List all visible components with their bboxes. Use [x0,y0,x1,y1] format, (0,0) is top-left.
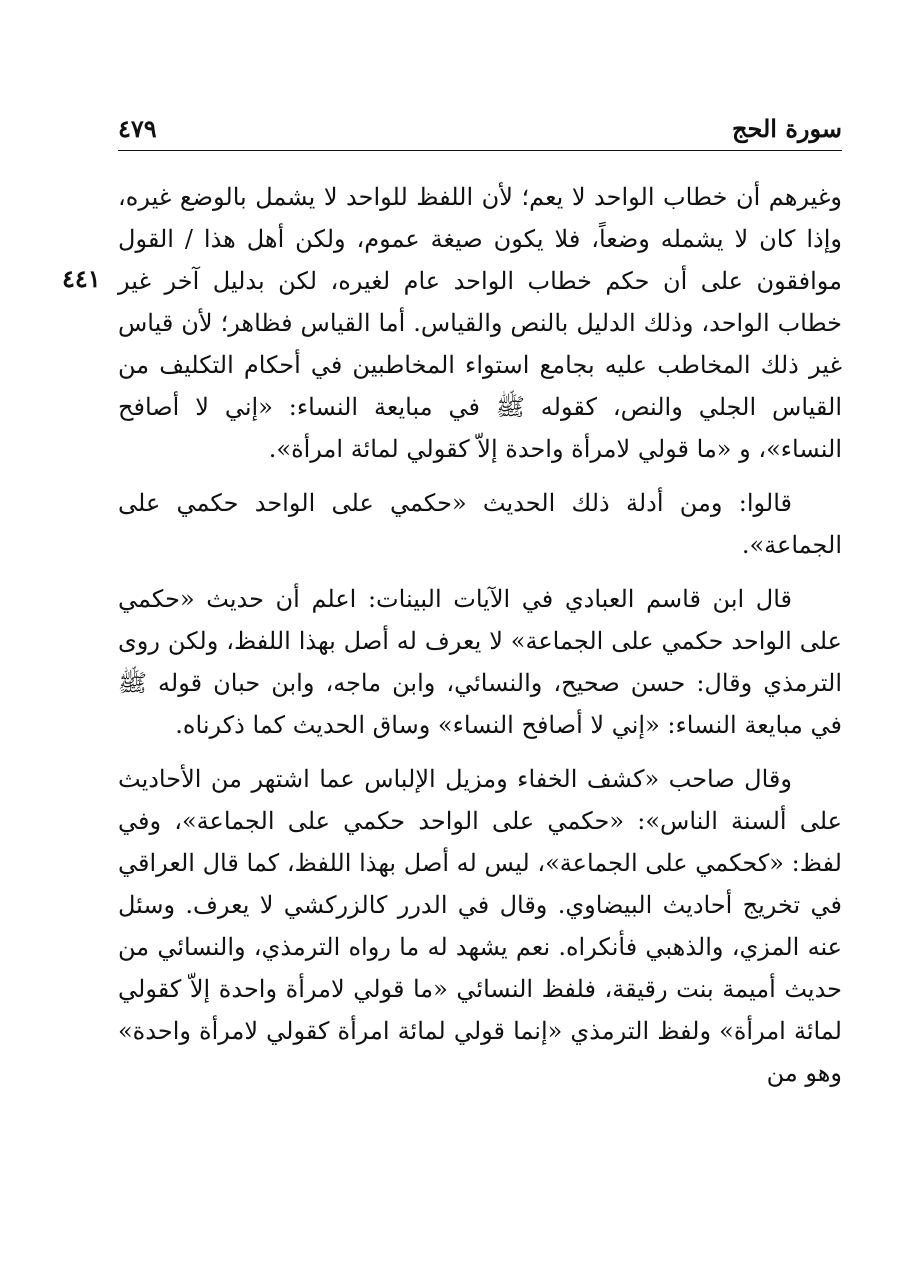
page-header [118,112,842,152]
paragraph-4: وقال صاحب «كشف الخفاء ومزيل الإلباس عما اشتهر من الأحاديث على ألسنة الناس»: «حكمي على الواحد حكمي على الجماعة»، وفي لفظ: «كحكمي على الجماعة»، ليس له أصل بهذا اللفظ، كما قال العراقي في تخريج أحاديث البيضاوي. وقال في الدرر كالزركشي لا يعرف. وسئل عنه المزي، والذهبي فأنكراه. نعم يشهد له ما رواه الترمذي، والنسائي من حديث أميمة بنت رقيقة، فلفظ النسائي «ما قولي لامرأة واحدة إلاّ كقولي لمائة امرأة» ولفظ الترمذي «إنما قولي لمائة امرأة كقولي لامرأة واحدة» وهو من [118,765,843,1087]
page-number: ٤٧٩ [118,114,157,143]
paragraph-2: قالوا: ومن أدلة ذلك الحديث «حكمي على الواحد حكمي على الجماعة». [118,489,842,559]
paragraph-3: قال ابن قاسم العبادي في الآيات البينات: اعلم أن حديث «حكمي على الواحد حكمي على الجماعة» لا يعرف له أصل بهذا اللفظ، ولكن روى الترمذي وقال: حسن صحيح، والنسائي، وابن ماجه، وابن حبان قوله ﷺ في مبايعة النساء: «إني لا أصافح النساء» وساق الحديث كما ذكرناه. [118,585,843,739]
header-rule [118,150,842,151]
body-text [118,176,842,1106]
margin-reference-number: ٤٤١ [62,264,101,293]
paragraph-1: وغيرهم أن خطاب الواحد لا يعم؛ لأن اللفظ للواحد لا يشمل بالوضع غيره، وإذا كان لا يشمله وضعاً، فلا يكون صيغة عموم، ولكن أهل هذا / القول موافقون على أن حكم خطاب الواحد عام لغيره، لكن بدليل آخر غير خطاب الواحد، وذلك الدليل بالنص والقياس. أما القياس فظاهر؛ لأن قياس غير ذلك المخاطب عليه بجامع استواء المخاطبين في أحكام التكليف من القياس الجلي والنص، كقوله ﷺ في مبايعة النساء: «إني لا أصافح النساء»، و «ما قولي لامرأة واحدة إلاّ كقولي لمائة امرأة». [118,183,842,463]
running-title: سورة الحج [732,114,842,143]
